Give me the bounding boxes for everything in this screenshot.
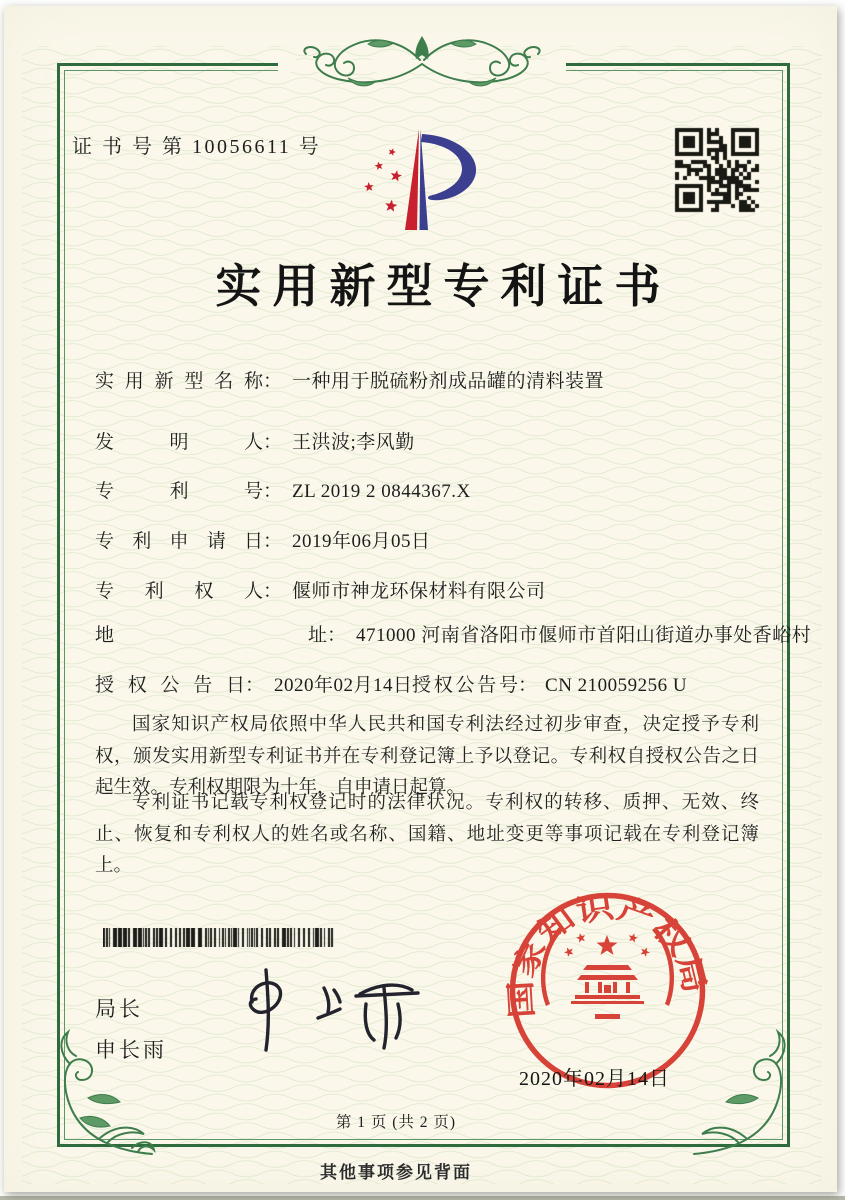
logo-spike-blue xyxy=(420,129,429,230)
field-label: 地址 xyxy=(95,625,327,646)
field-row-grant xyxy=(95,670,688,697)
qr-code xyxy=(674,127,760,213)
svg-text:国家知识产权局 xyxy=(505,891,710,1019)
page-number: 第 1 页 (共 2 页) xyxy=(335,1114,457,1131)
field-label: 专利号 xyxy=(95,481,263,502)
grant-date-label: 授权公告日 xyxy=(95,675,245,696)
field-colon: ： xyxy=(263,581,283,602)
field-label: 实用新型名称 xyxy=(95,371,263,392)
top-scroll-ornament xyxy=(272,28,572,98)
grant-number-group xyxy=(412,670,687,697)
field-value: 471000 河南省洛阳市偃师市首阳山街道办事处香峪村 xyxy=(356,625,812,646)
seal-ring-text: 国家知识产权局 xyxy=(505,892,710,1020)
field-value: ZL 2019 2 0844367.X xyxy=(292,481,471,502)
field-colon: ： xyxy=(263,432,283,453)
field-row-filing-date xyxy=(95,526,431,553)
field-value: 2019年06月05日 xyxy=(292,531,431,552)
field-value: 王洪波;李风勤 xyxy=(292,432,415,453)
field-colon: ： xyxy=(327,625,347,646)
grant-number-value: CN 210059256 U xyxy=(545,675,688,696)
logo-spike-red xyxy=(405,129,419,230)
grant-date-value: 2020年02月14日 xyxy=(274,675,413,696)
legal-paragraph-2: 专利证书记载专利权登记时的法律状况。专利权的转移、质押、无效、终止、恢复和专利权人的姓名或名称、国籍、地址变更等事项记载在专利登记簿上。 xyxy=(95,793,759,876)
field-label: 专利权人 xyxy=(95,581,263,602)
signer-title: 局长 xyxy=(95,997,143,1021)
cnipa-logo xyxy=(352,122,492,234)
logo-p-bowl xyxy=(421,134,476,200)
handwritten-signature xyxy=(222,960,457,1060)
grant-number-label: 授权公告号 xyxy=(412,675,518,696)
field-row-name xyxy=(95,366,604,393)
legal-paragraph-1: 国家知识产权局依照中华人民共和国专利法经过初步审查，决定授予专利权，颁发实用新型专利证书并在专利登记簿上予以登记。专利权自授权公告之日起生效。专利权期限为十年，自申请日起算。 xyxy=(95,715,759,798)
field-label: 专利申请日 xyxy=(95,531,263,552)
back-side-note: 其他事项参见背面 xyxy=(320,1163,472,1182)
field-colon: ： xyxy=(263,531,283,552)
field-colon: ： xyxy=(263,481,283,502)
field-colon: ： xyxy=(245,675,265,696)
field-row-inventors xyxy=(95,427,415,454)
field-value: 一种用于脱硫粉剂成品罐的清料装置 xyxy=(292,371,605,392)
field-label: 发明人 xyxy=(95,432,263,453)
certificate-number: 证 书 号 第 10056611 号 xyxy=(72,136,322,158)
field-row-patent-number xyxy=(95,476,471,503)
field-colon: ： xyxy=(518,675,538,696)
certificate-title: 实用新型专利证书 xyxy=(215,261,672,312)
field-row-patentee xyxy=(95,576,546,603)
signer-name: 申长雨 xyxy=(95,1038,167,1062)
field-value: 偃师市神龙环保材料有限公司 xyxy=(292,581,546,602)
seal-date: 2020年02月14日 xyxy=(519,1068,670,1090)
field-colon: ： xyxy=(263,371,283,392)
field-row-address xyxy=(95,620,811,647)
barcode xyxy=(103,928,335,947)
